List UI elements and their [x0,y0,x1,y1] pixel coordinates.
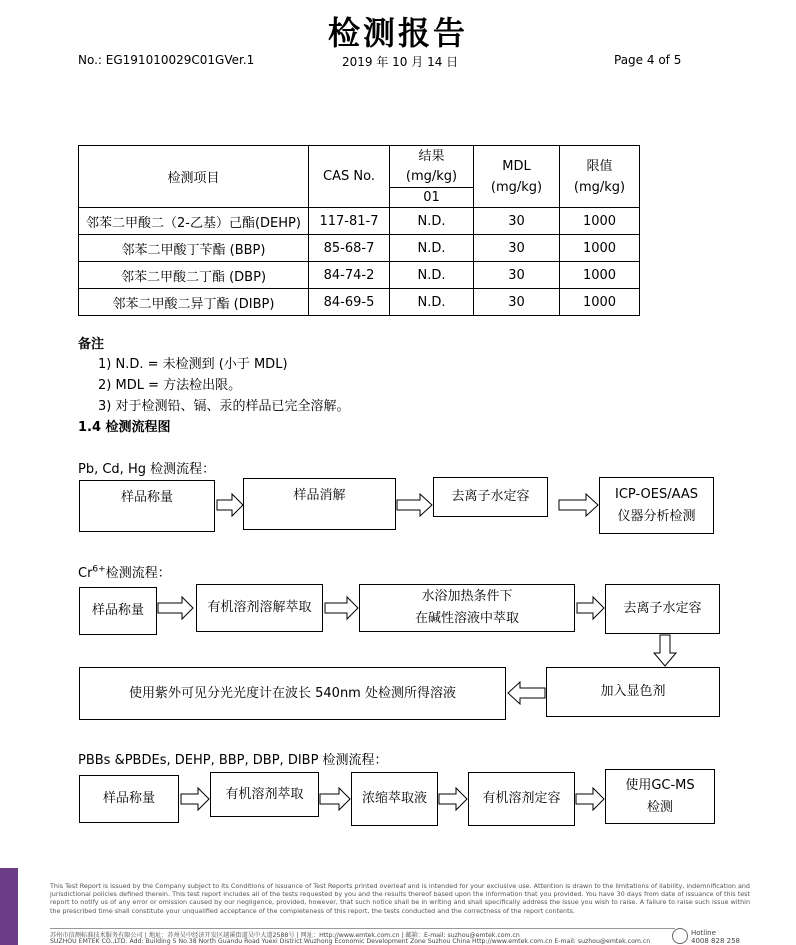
arrow-right-icon [577,597,604,619]
flow1-step-dilute: 去离子水定容 [433,477,548,517]
header-item: 检测项目 [79,146,309,208]
page-title: 检测报告 [327,14,468,52]
flow1-step-weigh: 样品称量 [79,480,215,532]
table-row: 邻苯二甲酸二丁酯 (DBP) 84-74-2 N.D. 30 1000 [79,262,640,289]
arrow-down-icon [654,635,676,666]
note-item: 1) N.D. = 未检测到 (小于 MDL) [98,357,288,372]
flow3-step-concentrate: 浓缩萃取液 [351,772,438,826]
arrow-right-icon [217,494,243,516]
report-date: 2019 年 10 月 14 日 [342,55,459,69]
table-row: 邻苯二甲酸丁苄酯 (BBP) 85-68-7 N.D. 30 1000 [79,235,640,262]
notes-heading: 备注 [78,337,105,352]
flow2-step-uv: 使用紫外可见分光光度计在波长 540nm 处检测所得溶液 [79,667,506,720]
footer-disclaimer: This Test Report is issued by the Company subject to its Conditions of Issuance of Test Reports printed overleaf and is intended for your exclusive use. Attention is drawn to the limitations of liability, indemnification and jurisdictional policies defined therein. This test report includes all of the tests requested by you and the results thereof based upon the information that you provided. You have 30 days from date of issuance of this test report to notify us of any error or omission caused by our negligence, provided, however, that such notice shall be in writing and shall specifically address the issue you wish to raise. A failure to raise such issue within the prescribed time shall constitute your unqualified acceptance of the completeness of this report, the tests conducted and the correctness of the report contents. [50,882,750,915]
footer-divider [50,928,675,929]
flow2-step-color: 加入显色剂 [546,667,720,717]
header-cas: CAS No. [309,146,390,208]
flow2-step-weigh: 样品称量 [79,587,157,635]
section-heading: 1.4 检测流程图 [78,420,171,435]
arrow-right-icon [397,494,432,516]
header-mdl: MDL (mg/kg) [474,146,560,208]
arrow-right-icon [559,494,598,516]
hotline-label: Hotline [691,929,716,937]
flow3-step-gcms: 使用GC-MS 检测 [605,769,715,824]
arrow-right-icon [158,597,193,619]
note-item: 3) 对于检测铅、镉、汞的样品已完全溶解。 [98,399,350,414]
flow2-step-heat: 水浴加热条件下 在碱性溶液中萃取 [359,584,575,632]
arrow-right-icon [181,788,209,810]
arrow-right-icon [320,788,350,810]
flow1-label: Pb, Cd, Hg 检测流程： [78,462,216,477]
footer-company-cn: 苏州市信测标准技术服务有限公司 | 地址：苏州吴中经济开发区越溪街道吴中大道2588号 | 网址：Http://www.emtek.com.cn | 邮箱：E-mail: suzhou@emtek.com.cn [50,932,520,939]
arrow-right-icon [325,597,358,619]
arrow-right-icon [439,788,467,810]
phone-icon [672,928,688,944]
arrow-left-icon [508,682,545,704]
header-limit: 限值 (mg/kg) [560,146,640,208]
header-sample-id: 01 [390,188,474,208]
flow2-label: $Cr^{6+}$检测流程： [78,564,171,581]
footer-company-en: SUZHOU EMTEK CO.,LTD. Add: Building 5 No.38 North Guandu Road Yuexi District Wuzhong Economic Development Zone Suzhou China Http://www.emtek.com.cn E-mail: suzhou@emtek.com.cn [50,938,651,945]
page-number: Page 4 of 5 [614,53,682,67]
flow3-step-weigh: 样品称量 [79,775,179,823]
flow2-step-dilute: 去离子水定容 [605,584,720,634]
brand-stripe [0,868,18,945]
flow3-label: PBBs &PBDEs, DEHP, BBP, DBP, DIBP 检测流程： [78,753,388,768]
hotline-number: 4008 828 258 [691,937,740,945]
header-result: 结果 (mg/kg) [390,146,474,188]
table-row: 邻苯二甲酸二异丁酯 (DIBP) 84-69-5 N.D. 30 1000 [79,289,640,316]
flow3-step-dilute: 有机溶剂定容 [468,772,575,826]
table-row: 邻苯二甲酸二（2-乙基）己酯(DEHP) 117-81-7 N.D. 30 1000 [79,208,640,235]
flow1-step-icp: ICP-OES/AAS 仪器分析检测 [599,477,714,534]
report-number: No.: EG191010029C01GVer.1 [78,53,255,67]
note-item: 2) MDL = 方法检出限。 [98,378,242,393]
flow1-step-digest: 样品消解 [243,478,396,530]
flow2-step-extract: 有机溶剂溶解萃取 [196,584,323,632]
arrow-right-icon [576,788,604,810]
flow3-step-extract: 有机溶剂萃取 [210,772,319,817]
